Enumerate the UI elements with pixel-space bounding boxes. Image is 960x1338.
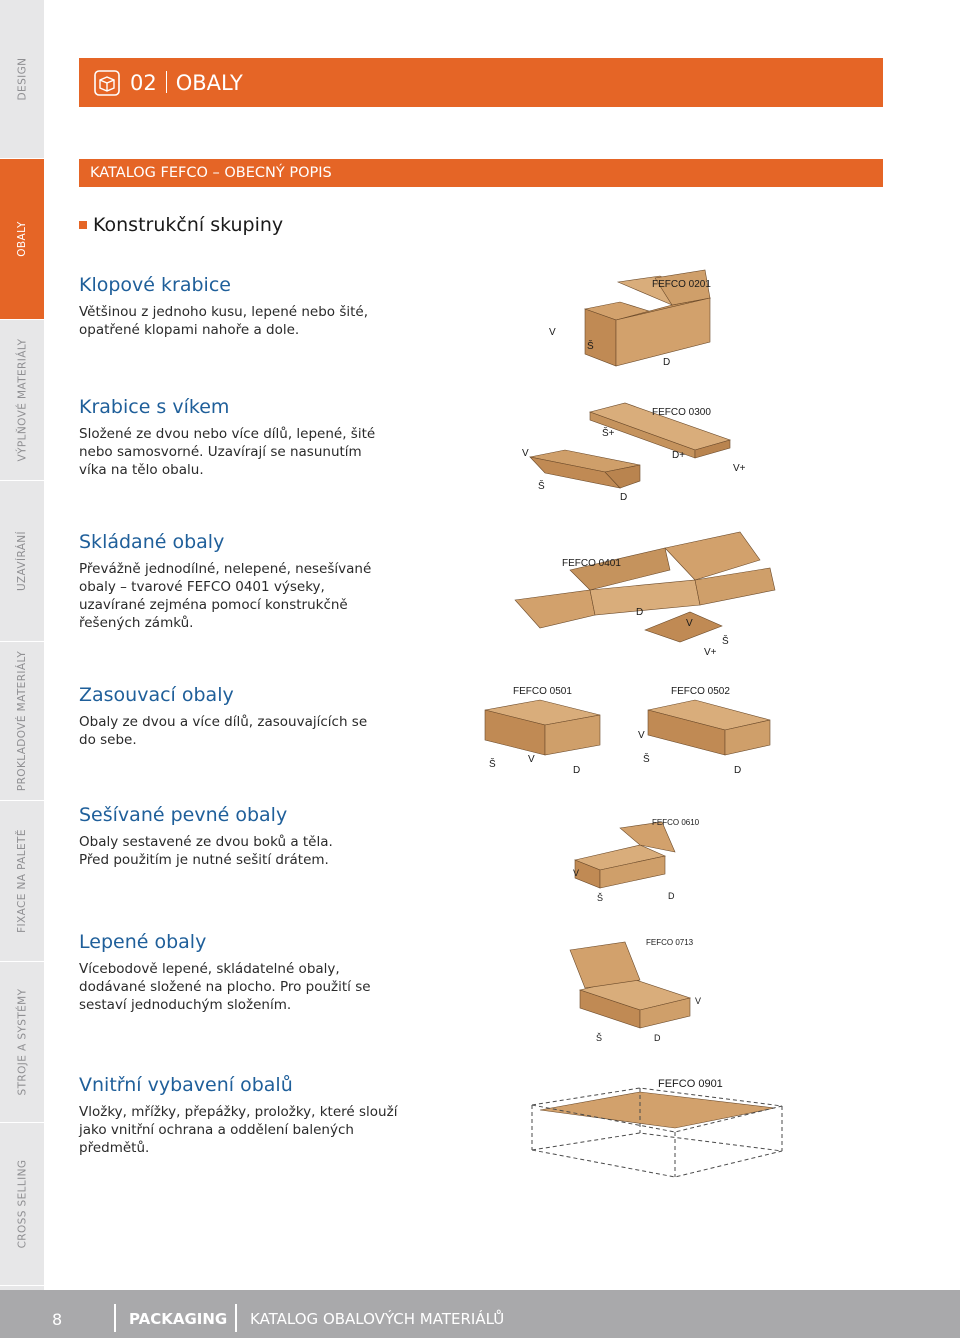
sidebar-tab-label: UZAVÍRÁNÍ (16, 530, 28, 592)
dim-v: V (528, 754, 535, 765)
subheader-bar (79, 159, 883, 187)
dim-s: Š (538, 481, 545, 492)
block-title: Lepené obaly (79, 931, 207, 953)
dim-s: Š (489, 759, 496, 770)
block-skladane-obaly (79, 531, 394, 632)
fefco-0201-label: FEFCO 0201 (652, 279, 711, 290)
dim-v: V (549, 327, 556, 338)
block-text: Obaly ze dvou a více dílů, zasouvajících se do sebe. (79, 714, 368, 748)
bullet-square (79, 221, 87, 229)
block-title: Sešívané pevné obaly (79, 804, 288, 826)
footer-divider (235, 1304, 237, 1332)
dim-v: V (573, 868, 580, 878)
dim-s: Š (596, 1033, 603, 1043)
block-text: Převážně jednodílné, nelepené, nesešívané obaly – tvarové FEFCO 0401 výseky, uzavírané zejména pomocí konstrukčně řešených zámků. (79, 561, 372, 631)
dim-v: V (522, 448, 529, 459)
dim-v-plus: V+ (704, 647, 717, 658)
fefco-0713-box (570, 942, 690, 1028)
box-icon (94, 70, 120, 96)
block-title: Skládané obaly (79, 531, 225, 553)
block-title: Klopové krabice (79, 274, 231, 296)
dim-v-plus: V+ (733, 463, 746, 474)
chapter-header (79, 58, 883, 107)
fefco-0300-label: FEFCO 0300 (652, 407, 711, 418)
sidebar-tab-fixace-na-palete[interactable] (0, 801, 44, 962)
sidebar-tab-design[interactable] (0, 0, 44, 159)
fefco-0610-label: FEFCO 0610 (652, 818, 700, 827)
sidebar-tab-label: DESIGN (16, 57, 28, 101)
sidebar-tab-label: CROSS SELLING (16, 1159, 29, 1249)
page-number: 8 (52, 1310, 63, 1329)
dim-s: Š (722, 636, 729, 647)
sidebar-tab-stroje-a-systemy[interactable] (0, 962, 44, 1123)
chapter-title (130, 71, 243, 95)
block-krabice-s-vikem (79, 396, 379, 479)
fefco-0502-box (648, 700, 770, 755)
dim-v: V (638, 730, 645, 741)
dim-d: D (663, 357, 671, 368)
chapter-number: 02 (130, 70, 157, 95)
block-vnitrni-vybaveni (79, 1074, 399, 1157)
dim-v: V (686, 618, 693, 629)
footer-section: PACKAGING (129, 1310, 228, 1328)
sidebar-tab-label: STROJE A SYSTÉMY (16, 988, 28, 1096)
fefco-0401-label: FEFCO 0401 (562, 558, 621, 569)
footer-divider (114, 1304, 116, 1332)
dim-d: D (734, 765, 742, 776)
fefco-0901-label: FEFCO 0901 (658, 1078, 723, 1090)
fefco-0713-label: FEFCO 0713 (646, 938, 694, 947)
footer-title: KATALOG OBALOVÝCH MATERIÁLŮ (250, 1310, 505, 1328)
section-title-text: Konstrukční skupiny (93, 214, 284, 236)
fefco-0502-label: FEFCO 0502 (671, 686, 730, 697)
sidebar-tab-label: PROKLADOVÉ MATERIÁLY (16, 650, 29, 792)
chapter-name: OBALY (175, 70, 243, 95)
dim-d: D (654, 1033, 661, 1043)
sidebar (0, 0, 44, 1290)
fefco-0401-diecut (515, 532, 775, 642)
sidebar-tab-label: VÝPLŇOVÉ MATERIÁLY (16, 338, 28, 462)
block-lepene-obaly (79, 931, 404, 1014)
block-title: Zasouvací obaly (79, 684, 234, 706)
section-title (79, 214, 283, 236)
fefco-0501-box (485, 700, 600, 755)
dim-v: V (695, 996, 702, 1006)
block-text: Vložky, mřížky, přepážky, proložky, které slouží jako vnitřní ochrana a oddělení balených předmětů. (79, 1104, 398, 1156)
block-title: Vnitřní vybavení obalů (79, 1074, 293, 1096)
dim-d: D (636, 607, 644, 618)
fefco-0610-box (575, 822, 675, 888)
block-zasouvaci-obaly (79, 684, 369, 749)
block-title: Krabice s víkem (79, 396, 230, 418)
block-text: Obaly sestavené ze dvou boků a těla. Před použitím je nutné sešití drátem. (79, 834, 333, 868)
sidebar-tab-uzavirani[interactable] (0, 481, 44, 642)
dim-s: Š (597, 893, 604, 903)
sidebar-tab-vyplnove-materialy[interactable] (0, 320, 44, 481)
sidebar-tab-cross-selling[interactable] (0, 1123, 44, 1286)
fefco-illustrations (440, 260, 920, 1200)
dim-d-plus: D+ (672, 450, 686, 461)
dim-s: Š (643, 754, 650, 765)
dim-s: Š (587, 341, 594, 352)
dim-d: D (668, 891, 675, 901)
block-klopove-krabice (79, 274, 409, 339)
sidebar-tab-label: OBALY (16, 221, 28, 257)
block-text: Většinou z jednoho kusu, lepené nebo šité, opatřené klopami nahoře a dole. (79, 304, 369, 338)
block-sesivane-pevne-obaly (79, 804, 354, 869)
fefco-0501-label: FEFCO 0501 (513, 686, 572, 697)
dim-d: D (573, 765, 581, 776)
subheader-text: KATALOG FEFCO – OBECNÝ POPIS (90, 165, 332, 181)
sidebar-tab-prokladove-materialy[interactable] (0, 642, 44, 801)
fefco-0901-insert (532, 1088, 782, 1177)
sidebar-tab-label: FIXACE NA PALETĚ (16, 829, 28, 933)
dim-d: D (620, 492, 628, 503)
block-text: Vícebodově lepené, skládatelné obaly, dodávané složené na plocho. Pro použití se sestaví jednoduchým složením. (79, 961, 371, 1013)
dim-s-plus: Š+ (602, 428, 615, 439)
header-divider (166, 71, 167, 93)
block-text: Složené ze dvou nebo více dílů, lepené, šité nebo samosvorné. Uzavírají se nasunutím víka na tělo obalu. (79, 426, 376, 478)
sidebar-tab-obaly[interactable] (0, 159, 44, 320)
